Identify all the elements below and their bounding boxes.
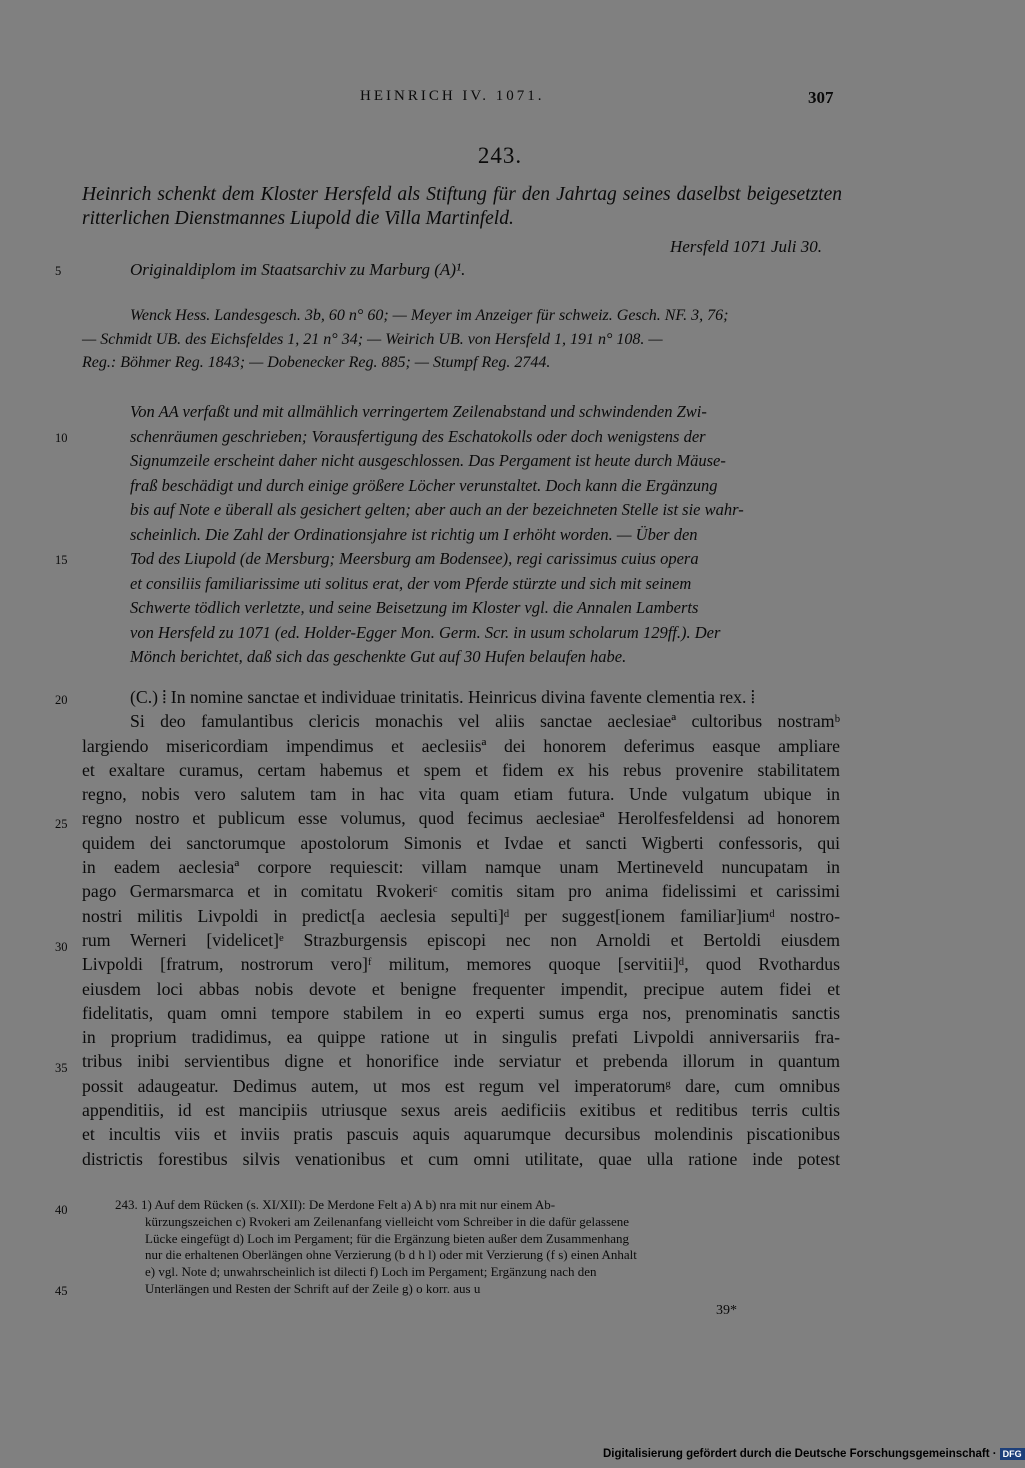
dfg-logo: DFG <box>1000 1448 1025 1460</box>
text-line: districtis forestibus silvis venationibus et cum omni utilitate, quae ulla ratione inde potest <box>82 1148 840 1169</box>
literature-line: — Schmidt UB. des Eichsfeldes 1, 21 n° 34; — Weirich UB. von Hersfeld 1, 191 n° 108. — <box>82 330 663 348</box>
text-line: possit adaugeatur. Dedimus autem, ut mos est regum vel imperatorumᵍ dare, cum omnibus <box>82 1075 840 1096</box>
commentary-line: schenräumen geschrieben; Vorausfertigung des Eschatokolls oder doch wenigstens der <box>130 426 706 446</box>
text-line: nostri militis Livpoldi in predict[a aeclesia sepulti]ᵈ per suggest[ionem familiar]iumᵈ nostro- <box>82 905 840 926</box>
commentary <box>130 400 840 670</box>
regest: Heinrich schenkt dem Kloster Hersfeld als Stiftung für den Jahrtag seines daselbst beigesetzten ritterlichen Dienstmannes Liupold die Villa Martinfeld. <box>82 184 842 229</box>
line-number: 45 <box>55 1284 68 1298</box>
text-line: in proprium tradidimus, ea quippe ratione ut in singulis prefati Livpoldi anniversariis fra- <box>82 1027 840 1048</box>
text-line: fidelitatis, quam omni tempore stabilem in eo experti sumus erga nos, prenominatis sanctis <box>82 1002 840 1023</box>
line-number: 5 <box>55 264 62 278</box>
commentary-line: Schwerte tödlich verletzte, und seine Beisetzung im Kloster vgl. die Annalen Lamberts <box>130 598 699 617</box>
footer-credit <box>603 1448 1025 1460</box>
line-number: 25 <box>55 817 68 831</box>
signature-mark: 39* <box>716 1303 737 1318</box>
line-number: 15 <box>55 553 68 567</box>
commentary-line: von Hersfeld zu 1071 (ed. Holder-Egger Mon. Germ. Scr. in usum scholarum 129ff.). Der <box>130 622 721 642</box>
text-line: in eadem aeclesiaª corpore requiescit: villam namque unam Mertineveld nuncupatam in <box>82 857 840 878</box>
commentary-line: Von AA verfaßt und mit allmählich verringertem Zeilenabstand und schwindenden Zwi- <box>130 402 707 421</box>
literature-line: Wenck Hess. Landesgesch. 3b, 60 n° 60; — Meyer im Anzeiger für schweiz. Gesch. NF. 3, 76; <box>130 307 729 324</box>
text-line: regno, nobis vero salutem tam in hac vita quam etiam futura. Unde vulgatum ubique in <box>82 784 840 805</box>
footnote-line: nur die erhaltenen Oberlängen ohne Verzierung (b d h l) oder mit Verzierung (f s) einen Anhalt <box>145 1247 637 1263</box>
text-line: quidem dei sanctorumque apostolorum Simonis et Ivdae et sancti Wigberti confessoris, qui <box>82 832 840 853</box>
source-note: Originaldiplom im Staatsarchiv zu Marburg (A)¹. <box>130 260 466 279</box>
commentary-line: Tod des Liupold (de Mersburg; Meersburg am Bodensee), regi carissimus cuius opera <box>130 549 699 568</box>
place-date: Hersfeld 1071 Juli 30. <box>669 237 822 256</box>
text-line: (C.) ⦙ In nomine sanctae et individuae trinitatis. Heinricus divina favente clementia rex. ⦙ <box>130 687 755 707</box>
commentary-line: Signumzeile erscheint daher nicht ausgeschlossen. Das Pergament ist heute durch Mäuse- <box>130 451 726 470</box>
footnote-line: kürzungszeichen c) Rvokeri am Zeilenanfang vielleicht vom Schreiber in die dafür gelassene <box>145 1213 630 1229</box>
text-line: rum Werneri [videlicet]ᵉ Strazburgensis episcopi nec non Arnoldi et Bertoldi eiusdem <box>82 929 840 950</box>
page-number: 307 <box>808 88 834 107</box>
text-line: regno nostro et publicum esse volumus, quod fecimus aeclesiaeª Herolfesfeldensi ad honorem <box>82 808 840 829</box>
commentary-line: scheinlich. Die Zahl der Ordinationsjahre ist richtig um I erhöht worden. — Über den <box>130 524 698 544</box>
footnote-line: e) vgl. Note d; unwahrscheinlich ist dilecti f) Loch im Pergament; Ergänzung nach den <box>145 1264 597 1280</box>
commentary-line: bis auf Note e überall als gesichert gelten; aber auch an der bezeichneten Stelle ist sie wahr- <box>130 500 744 519</box>
footnotes <box>115 1197 840 1298</box>
commentary-line: Mönch berichtet, daß sich das geschenkte Gut auf 30 Hufen belaufen habe. <box>130 647 627 666</box>
document-text <box>82 685 840 1171</box>
footnote-line: Unterlängen und Resten der Schrift auf der Zeile g) o korr. aus u <box>145 1280 481 1296</box>
document-number: 243. <box>477 143 523 168</box>
footnote-line: Lücke eingefügt d) Loch im Pergament; für die Ergänzung bieten außer dem Zusammenhang <box>145 1230 629 1246</box>
footer-text: Digitalisierung gefördert durch die Deutsche Forschungsgemeinschaft · <box>603 1448 997 1461</box>
text-line: Si deo famulantibus clericis monachis vel aliis sanctae aeclesiaeª cultoribus nostramᵇ <box>130 711 840 732</box>
literature <box>82 304 840 375</box>
text-line: appenditiis, id est mancipiis utriusque sexus areis aedificiis exitibus et reditibus terris cultis <box>82 1100 840 1121</box>
text-line: pago Germarsmarca et in comitatu Rvokeriᶜ comitis sitam pro anima fidelissimi et carissimi <box>82 881 840 902</box>
line-number: 10 <box>55 431 68 445</box>
text-line: eiusdem loci abbas nobis devote et benigne frequenter impendit, precipue autem fidei et <box>82 978 840 999</box>
commentary-line: fraß beschädigt und durch einige größere Löcher verunstaltet. Doch kann die Ergänzung <box>130 475 718 495</box>
line-number: 20 <box>55 693 68 707</box>
line-number: 40 <box>55 1203 68 1217</box>
footnote-line: 243. 1) Auf dem Rücken (s. XI/XII): De Merdone Felt a) A b) nra mit nur einem Ab- <box>115 1197 556 1212</box>
commentary-line: et consiliis familiarissime uti solitus erat, der vom Pferde stürzte und sich mit seinem <box>130 573 692 593</box>
text-line: et incultis viis et inviis pratis pascuis aquis aquarumque decursibus molendinis piscationibus <box>82 1124 840 1145</box>
text-line: Livpoldi [fratrum, nostrorum vero]ᶠ militum, memores quoque [servitii]ᵈ, quod Rvothardus <box>82 954 840 975</box>
line-number: 30 <box>55 940 68 954</box>
running-title: HEINRICH IV. 1071. <box>360 88 545 104</box>
text-line: et exaltare curamus, certam habemus et spem et fidem ex his rebus provenire stabilitatem <box>82 759 840 780</box>
literature-line: Reg.: Böhmer Reg. 1843; — Dobenecker Reg. 885; — Stumpf Reg. 2744. <box>82 354 551 371</box>
text-line: tribus inibi servientibus digne et honorifice inde serviatur et prebenda illorum in quantum <box>82 1051 840 1072</box>
text-line: largiendo misericordiam impendimus et aeclesiisª dei honorem deferimus easque ampliare <box>82 735 840 756</box>
line-number: 35 <box>55 1061 68 1075</box>
